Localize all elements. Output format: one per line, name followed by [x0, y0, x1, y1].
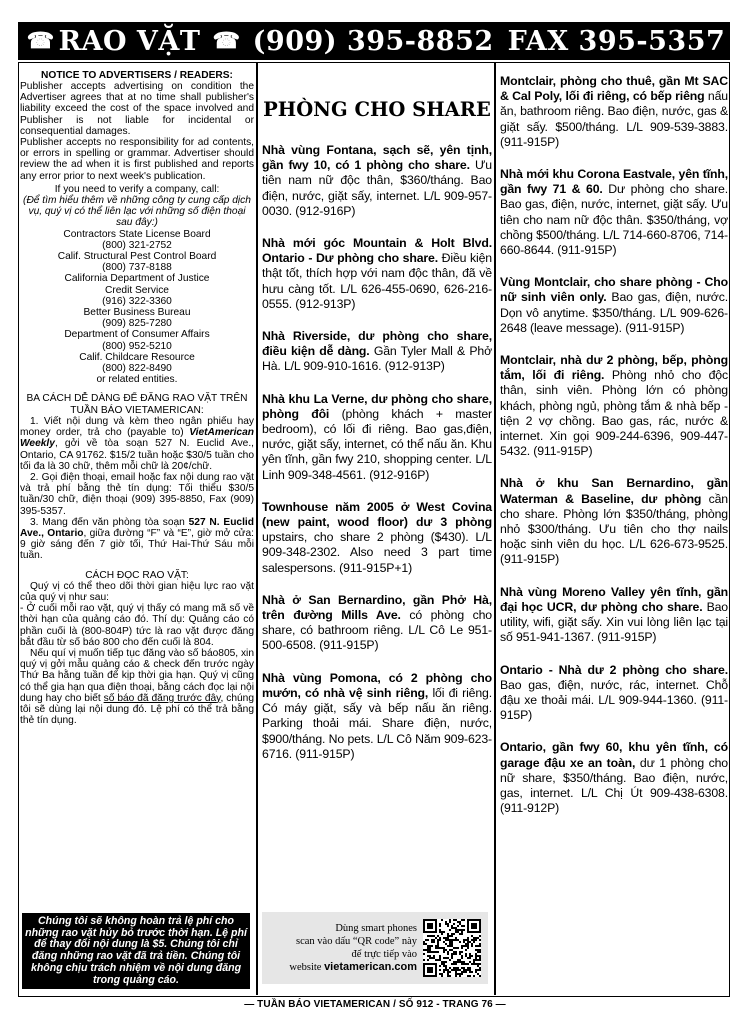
ad-headline: Nhà ở khu San Bernardino, gần Waterman & Baseline, dư phòng — [500, 476, 728, 506]
agency-line: Calif. Childcare Resource — [79, 351, 195, 363]
ad-headline: Townhouse năm 2005 ở West Covina (new paint, wood floor) dư 3 phòng — [262, 499, 492, 530]
read-text: , chúng tôi sẽ dùng lại nội dung đó. Lệ phí có thể trả bằng thẻ tín dụng. — [20, 692, 255, 727]
ad-headline: Montclair, nhà dư 2 phòng, bếp, phòng tắm, lối đi riêng. — [500, 353, 728, 383]
read-paragraph: Quý vị có thể theo dõi thời gian hiệu lực rao vặt của quý vị như sau: — [20, 580, 254, 603]
column-divider — [256, 62, 258, 995]
ad-body: Phòng nhỏ cho độc thân, sinh viên. Phòng lớn có phòng khách, phòng ngủ, phòng tắm & nhà bếp - tiện 2 vợ chồng. Bao gas, rác, nước & internet. Xin gọi 909-244-6396, 909-447-5432. (911-915P) — [500, 368, 728, 459]
classified-ad — [262, 500, 492, 576]
classified-ad — [262, 671, 492, 762]
agency-line: Better Business Bureau — [83, 307, 191, 319]
agency-line: Calif. Structural Pest Control Board — [57, 251, 217, 263]
read-paragraph — [20, 648, 254, 726]
ad-body: có phòng cho share, có bathroom riêng. L/L Cô Le 951-500-6508. (911-915P) — [262, 608, 492, 653]
classified-ad — [262, 236, 492, 312]
classified-ad — [500, 167, 728, 258]
ad-headline: Nhà vùng Fontana, sạch sẽ, yên tịnh, gần fwy 10, có 1 phòng cho share. — [262, 143, 492, 173]
way-1 — [20, 416, 254, 472]
agency-line: Contractors State License Board — [63, 228, 211, 240]
ad-headline: Ontario - Nhà dư 2 phòng cho share. — [500, 662, 728, 677]
ad-headline: Nhà vùng Moreno Valley yên tĩnh, gần đại học UCR, dư phòng cho share. — [500, 584, 728, 614]
way-3 — [20, 517, 254, 562]
ad-body: Bao gas, điện, nước, rác, internet. Chỗ đậu xe thoải mái. L/L 909-944-1360. (911-915P) — [500, 677, 728, 723]
verify-text: If you need to verify a company, call: — [54, 183, 220, 195]
verify-text-vn: (Để tìm hiểu thêm về những công ty cung cấp dịch vụ, quý vị có thể liên lạc với những số điện thoại sau đây:) — [23, 195, 251, 229]
ads-column-2 — [262, 70, 492, 779]
qr-website-line — [262, 961, 417, 974]
notice-column — [20, 70, 254, 726]
ad-headline: Nhà ở San Bernardino, gần Phở Hà, trên đường Mills Ave. — [262, 592, 492, 623]
header-bar — [18, 22, 730, 60]
ad-body: Bao gas, điện, nước. Dọn vô anytime. $350/tháng. L/L 909-626-2648 (leave message). (911-915P) — [500, 290, 728, 335]
ad-body: (phòng khách + master bedroom), có lối đi riêng. Bao gas,điện, nước, giặt sấy, internet, có thể nấu ăn. Khu yên tĩnh, gần fwy 210, shopping center. L/L Linh 909-348-4561. (912-916P) — [262, 406, 492, 482]
qr-text — [262, 922, 417, 974]
classified-ad — [500, 476, 728, 567]
agency-line: or related entities. — [96, 374, 178, 386]
classified-ad — [262, 392, 492, 483]
classified-ad — [500, 663, 728, 724]
ad-headline: Nhà mới khu Corona Eastvale, yên tĩnh, gần fwy 71 & 60. — [500, 167, 728, 197]
way-3-text: , giữa đường “F” và “E”, giờ mở cửa: 9 giờ sáng đến 7 giờ tối, Thứ Hai-Thứ Sáu mỗi tuần. — [20, 527, 254, 562]
qr-code-icon[interactable] — [423, 919, 481, 977]
agency-list — [20, 229, 254, 386]
ad-headline: Nhà khu La Verne, dư phòng cho share, phòng đôi — [262, 391, 492, 421]
phone-icon: ☎ — [26, 28, 55, 54]
qr-website-label: website — [289, 962, 325, 973]
qr-promo — [262, 912, 488, 984]
section-title: PHÒNG CHO SHARE — [263, 98, 491, 121]
agency-line: (800) 952-5210 — [102, 340, 172, 352]
ad-body: dư 1 phòng cho nữ share, $350/tháng. Bao điện, nước, gas, internet. L/L Chị Út 909-438-6308. (911-912P) — [500, 755, 728, 816]
classified-ad — [500, 74, 728, 150]
read-paragraph: - Ở cuối mỗi rao vặt, quý vị thấy có mang mã số về thời hạn của quảng cáo đó. Thí dụ: Quảng cáo có phần cuối là (800-804P) tức là rao vặt được đăng bắt đầu từ số báo 800 cho đến cuối là 804. — [20, 603, 254, 648]
classified-ad — [262, 143, 492, 219]
ad-body: lối đi riêng. Có máy giặt, sấy và bếp nấu ăn riêng. Parking thoải mái. Share điện, nước, $900/tháng. No pets. L/L Cô Năm 909-623-6716. (911-915P) — [262, 685, 492, 761]
agency-line: (909) 825-7280 — [102, 318, 172, 330]
agency-line: Department of Consumer Affairs — [64, 329, 210, 341]
ad-body: upstairs, cho share 2 phòng ($430). L/L 909-348-2302. Also need 3 part time salespersons. (911-915P+1) — [262, 530, 492, 575]
notice-paragraph: Publisher accepts no responsibility for ad contents, or errors in spelling or grammar. Advertiser should review the ad when it is first published and reports any error prior to next week's publication. — [20, 137, 254, 182]
classified-ad — [500, 585, 728, 646]
ad-body: cần cho share. Phòng lớn $350/tháng, phòng nhỏ $300/tháng. Ưu tiên cho thợ nails hoặc sinh viên du học. L/L 626-673-9525. (911-915P) — [500, 491, 728, 567]
ads-column-3 — [500, 74, 728, 833]
qr-line: scan vào dấu “QR code” này — [296, 936, 417, 947]
ad-headline: Nhà Riverside, dư phòng cho share, điều kiện dễ dàng. — [262, 329, 492, 359]
phone-icon: ☎ — [204, 28, 249, 54]
header-fax: FAX 395-5357 — [507, 25, 726, 57]
ways-title: BA CÁCH DỄ DÀNG ĐỂ ĐĂNG RAO VẶT TRÊN TUẦN BÁO VIETAMERICAN: — [26, 393, 248, 416]
qr-website[interactable]: vietamerican.com — [324, 961, 417, 973]
classified-ad — [500, 353, 728, 459]
ad-body: Gần Tyler Mall & Phở Hà. L/L 909-910-1616. (912-913P) — [262, 344, 492, 374]
read-title: CÁCH ĐỌC RAO VẶT: — [85, 569, 189, 581]
agency-line: (800) 737-8188 — [102, 262, 172, 274]
read-text: Nếu quí vị muốn tiếp tục đăng vào số báo805, xin quý vị gởi mẫu quảng cáo & check đến trước ngày Thứ Ba hằng tuần để kịp thời gia hạn. Quý vị cũng có thể gia hạn qua điện thoại, bằng cách đọc lại nội dung hay cho biết — [20, 647, 254, 704]
ads-list — [262, 143, 492, 762]
way-3-address: 527 N. Euclid Ave., Ontario — [20, 516, 254, 539]
classified-ad — [262, 593, 492, 654]
ads-list — [500, 74, 728, 816]
way-1-payee: VietAmerican Weekly — [20, 427, 254, 450]
ad-body: Bao utility, wifi, giặt sấy. Xin vui lòng liên lạc tại số 951-941-1367. (911-915P) — [500, 599, 728, 645]
ad-headline: Nhà vùng Pomona, có 2 phòng cho mướn, có nhà vệ sinh riêng, — [262, 670, 492, 700]
way-2: 2. Gọi điện thoại, email hoặc fax nội dung rao vặt và trả phí bằng thẻ tín dụng: Tối thiểu $30/5 tuần/30 chữ, điện thoại (909) 395-8850, Fax (909) 395-5357. — [20, 471, 254, 517]
way-1-text: 1. Viết nội dung và kèm theo ngân phiếu hay money order, trả cho (payable to) — [20, 415, 254, 439]
notice-paragraph: Publisher accepts advertising on condition the Advertiser agrees that at no time shall publisher's liability exceed the cost of the space involved and Publisher is not liable for incidental or consequential damages. — [20, 81, 254, 137]
ad-body: Dư phòng cho share. Bao gas, điện, nước, internet, giặt sấy. Ưu tiên cho nam nữ độc thân. $350/tháng, vợ chồng $500/tháng. L/L 714-660-8706, 714-660-8644. (911-915P) — [500, 182, 728, 258]
way-3-text: 3. Mang đến văn phòng tòa soạn — [30, 516, 189, 528]
page-footer: — TUẦN BÁO VIETAMERICAN / SỐ 912 - TRANG 76 — — [244, 999, 506, 1010]
column-divider — [494, 62, 496, 995]
agency-line: Credit Service — [105, 284, 169, 296]
way-1-text: , gởi về tòa soạn 527 N. Euclid Ave., Ontario, CA 91762. $15/2 tuần hoặc $30/5 tuần cho tối đa là 30 chữ, thêm mỗi chữ là 20¢/chữ. — [20, 438, 254, 472]
read-text-underlined: số báo đã đăng trước đây — [103, 692, 221, 704]
ad-body: nấu ăn, bathroom riêng. Bao điện, nước, gas & giặt sấy. $500/tháng. L/L 909-539-3883. (911-915P) — [500, 89, 728, 149]
qr-line: để trực tiếp vào — [351, 949, 417, 960]
ad-headline: Vùng Montclair, cho share phòng - Cho nữ sinh viên only. — [500, 275, 728, 305]
classified-ad — [500, 740, 728, 816]
agency-line: (800) 822-8490 — [102, 363, 172, 375]
ad-body: Điều kiện thật tốt, thích hợp với nam độc thân, đã về hưu càng tốt. L/L 626-455-0690, 626-216-0555. (912-913P) — [262, 251, 492, 311]
header-phone: (909) 395-8852 — [252, 25, 494, 57]
warning-box: Chúng tôi sẽ không hoàn trả lệ phí cho những rao vặt hủy bỏ trước thời hạn. Lệ phí để thay đổi nội dung là $5. Chúng tôi chỉ đăng những rao vặt đã trả tiền. Chúng tôi không chịu trách nhiệm về nội dung đăng trong quảng cáo. — [22, 913, 250, 989]
notice-title: NOTICE TO ADVERTISERS / READERS: — [41, 70, 233, 81]
agency-line: (800) 321-2752 — [102, 239, 172, 251]
qr-line: Dùng smart phones — [335, 923, 417, 934]
classified-ad — [262, 329, 492, 375]
ad-body: Ưu tiên nam nữ độc thân, $360/tháng. Bao điện, nước, giặt sấy, internet. L/L 909-957-0030. (912-916P) — [262, 158, 493, 218]
agency-line: California Department of Justice — [64, 273, 210, 285]
header-rao-vat: RAO VẶT — [58, 25, 201, 57]
ad-headline: Nhà mới góc Mountain & Holt Blvd. Ontario - Dư phòng cho share. — [262, 236, 492, 266]
ad-headline: Ontario, gần fwy 60, khu yên tĩnh, có garage đậu xe an toàn, — [500, 740, 728, 770]
agency-line: (916) 322-3360 — [102, 295, 172, 307]
classified-ad — [500, 275, 728, 336]
ad-headline: Montclair, phòng cho thuê, gần Mt SAC & Cal Poly, lối đi riêng, có bếp riêng — [500, 74, 728, 104]
